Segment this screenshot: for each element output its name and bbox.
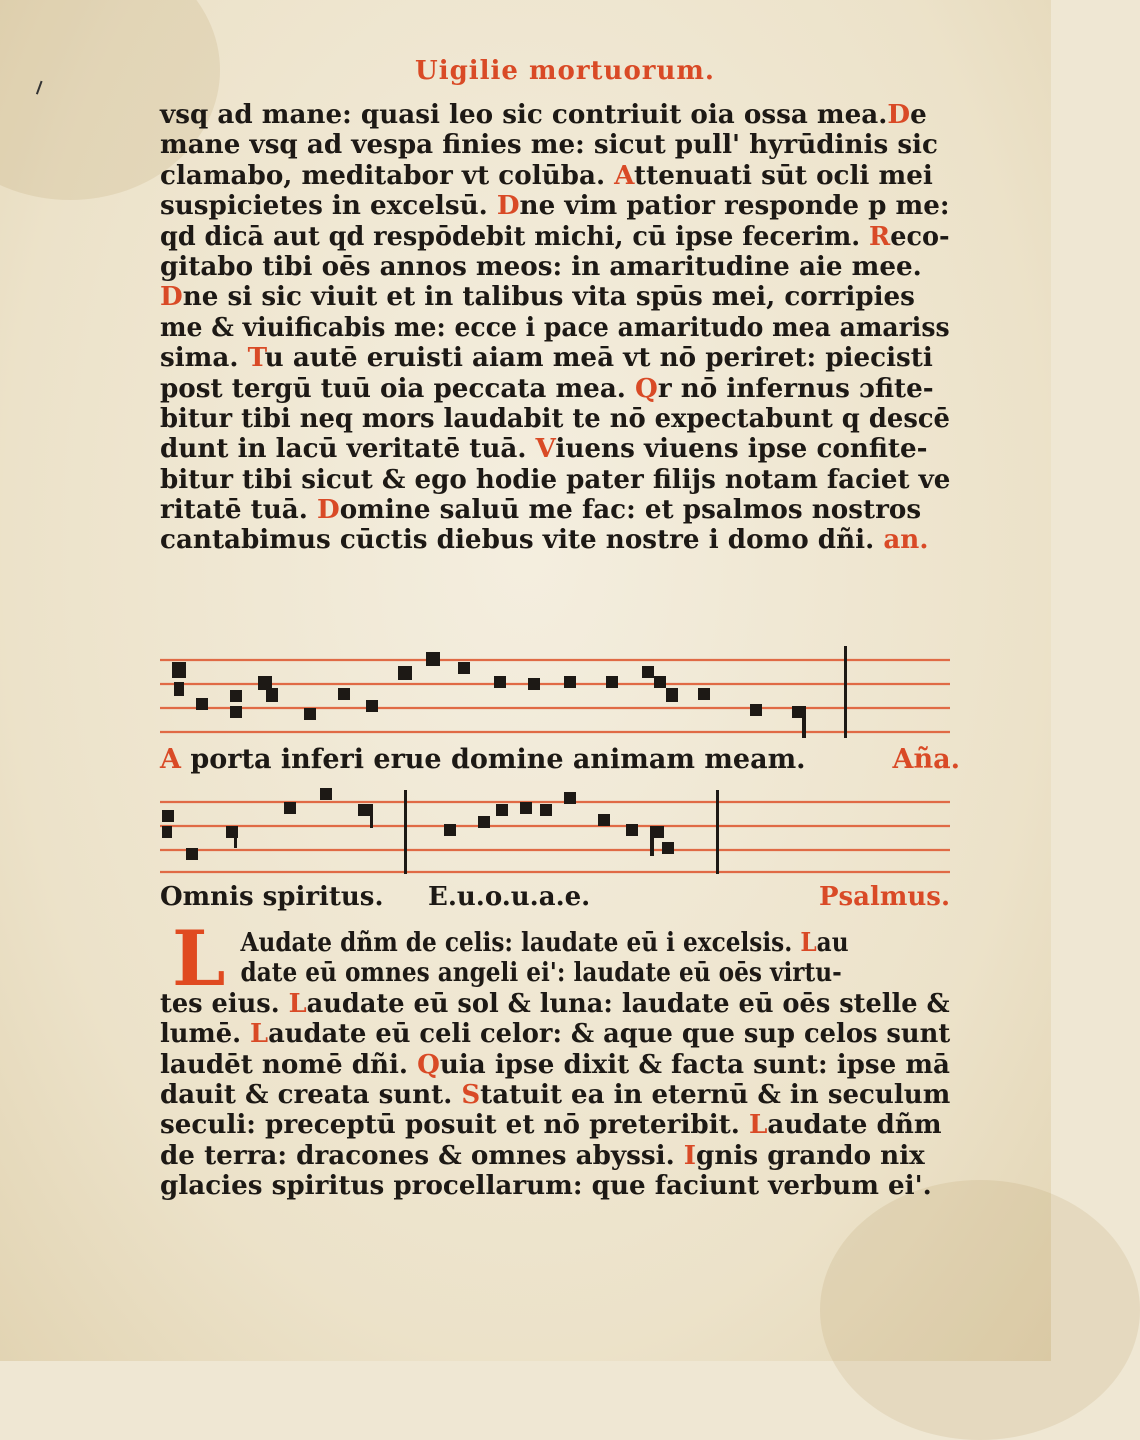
rubric-initial: D <box>887 99 911 130</box>
text-line <box>160 402 950 434</box>
text-run: tes eius. <box>160 987 289 1019</box>
text-run: e <box>910 99 927 130</box>
text-run: bitur tibi neq mors laudabit te nō expectabunt q descē <box>160 402 950 434</box>
text-line <box>160 191 950 221</box>
rubric-initial: R <box>869 220 891 252</box>
psalm-text <box>160 914 960 1202</box>
incipit-text: Omnis spiritus. <box>160 882 384 912</box>
text-run: gitabo tibi oēs annos meos: in amaritudine aie mee. <box>160 250 922 282</box>
rubric-initial: L <box>249 1018 269 1050</box>
psalm-incipit <box>160 882 960 912</box>
text-run: omine saluū me fac: et psalmos nostros <box>339 494 922 526</box>
text-run: audate eū sol & luna: laudate eū oēs stelle & <box>306 987 950 1019</box>
text-run: qd dicā aut qd respōdebit michi, cū ipse fecerim. <box>160 220 870 252</box>
text-run: ne si sic viuit et in talibus vita spūs mei, corripies <box>182 281 915 313</box>
text-run: clamabo, meditabor vt colūba. <box>160 159 615 191</box>
text-line <box>160 1141 950 1171</box>
text-run: ttenuati sūt ocli mei <box>634 159 933 191</box>
text-run: Audate dñm de celis: laudate eū i excelsis. <box>240 927 801 958</box>
rubric-initial: Q <box>635 372 658 404</box>
rubric-initial: I <box>683 1139 697 1171</box>
text-run: iuens viuens ipse confite- <box>555 433 928 465</box>
rubric-initial: A <box>614 159 635 191</box>
text-line <box>160 130 950 160</box>
rubric-initial: V <box>535 433 556 465</box>
rubric-initial: D <box>316 494 340 526</box>
text-run: eco- <box>890 220 950 252</box>
rubric-initial: L <box>748 1109 768 1141</box>
clef-icon <box>162 810 174 822</box>
text-line <box>160 1171 950 1201</box>
text-run: ne vim patior responde p me: <box>519 190 950 222</box>
text-line <box>160 161 950 191</box>
text-run: audate dñm <box>767 1109 942 1141</box>
text-run: glacies spiritus procellarum: que faciunt verbum ei'. <box>160 1170 932 1202</box>
rubric-initial: L <box>288 987 307 1019</box>
rubric-initial: L <box>800 927 817 958</box>
text-line <box>160 987 950 1019</box>
text-run: seculi: preceptū posuit et nō preteribit. <box>160 1109 749 1141</box>
text-run: tatuit ea in eternū & in seculum <box>480 1079 951 1111</box>
rubric-initial: T <box>247 342 265 374</box>
text-run: r nō infernus ɔfite- <box>657 372 934 404</box>
paper-stain <box>820 1180 1140 1440</box>
music-staff-2 <box>160 786 950 876</box>
text-line <box>160 958 860 988</box>
antiphon-text <box>160 744 960 775</box>
text-line <box>160 374 950 404</box>
text-line <box>160 1018 951 1050</box>
text-run: date eū omnes angeli ei': laudate eū oēs virtu- <box>240 957 842 989</box>
music-staff-1 <box>160 646 950 738</box>
text-run: u autē eruisti aiam meā vt nō periret: piecisti <box>264 342 933 374</box>
rubric-initial: D <box>496 190 520 222</box>
rubric-initial: S <box>461 1079 481 1111</box>
text-run: cantabimus cūctis diebus vite nostre i domo dñi. <box>160 524 884 556</box>
text-line <box>160 1079 951 1111</box>
staff-lines <box>160 660 950 732</box>
text-run: dunt in lacū veritatē tuā. <box>160 433 536 465</box>
text-run: audate eū celi celor: & aque que sup celos sunt <box>268 1018 951 1050</box>
lesson-text <box>160 100 960 556</box>
text-run: suspicietes in excelsū. <box>160 190 497 222</box>
text-line <box>160 220 950 252</box>
text-run: uia ipse dixit & facta sunt: ipse mā <box>439 1048 950 1080</box>
text-run: bitur tibi sicut & ego hodie pater filijs notam faciet ve <box>160 463 951 495</box>
text-run: sima. <box>160 342 248 374</box>
antiphon-initial: A <box>160 744 181 775</box>
text-run: au <box>816 927 849 958</box>
text-line <box>160 100 950 130</box>
rubric-initial: an. <box>883 524 929 556</box>
text-line <box>160 434 950 464</box>
text-line <box>160 463 951 495</box>
euouae: E.u.o.u.a.e. <box>428 882 591 912</box>
text-line <box>160 282 950 312</box>
rubric-initial: Q <box>417 1048 440 1080</box>
rubric-initial: D <box>160 281 183 313</box>
antiphon-words: porta inferi erue domine animam meam. <box>180 744 806 775</box>
text-line <box>160 525 950 555</box>
text-run: mane vsq ad vespa finies me: sicut pull' hyrūdinis sic <box>160 129 938 161</box>
drop-cap-initial: L <box>172 914 226 1003</box>
text-run: lumē. <box>160 1018 250 1050</box>
text-line <box>160 311 950 343</box>
text-line <box>160 495 950 525</box>
psalm-label: Psalmus. <box>818 882 950 912</box>
text-line <box>160 1050 949 1080</box>
text-run: ritatē tuā. <box>160 494 317 526</box>
text-run: de terra: dracones & omnes abyssi. <box>160 1139 684 1171</box>
text-run: dauit & creata sunt. <box>160 1079 462 1111</box>
clef-icon <box>172 662 186 678</box>
staff-lines <box>160 802 950 872</box>
text-run: gnis grando nix <box>696 1139 925 1171</box>
text-run: me & viuificabis me: ecce i pace amaritudo mea amariss <box>160 311 950 343</box>
antiphon-label: Aña. <box>892 744 960 775</box>
text-line <box>160 252 950 282</box>
text-run: post tergū tuū oia peccata mea. <box>160 372 636 404</box>
running-head: Uigilie mortuorum. <box>415 56 715 86</box>
text-run: vsq ad mane: quasi leo sic contriuit oia ossa mea. <box>160 99 888 130</box>
text-line <box>160 1110 950 1140</box>
text-line <box>160 343 950 373</box>
text-line <box>160 928 860 958</box>
text-run: laudēt nomē dñi. <box>160 1048 418 1080</box>
